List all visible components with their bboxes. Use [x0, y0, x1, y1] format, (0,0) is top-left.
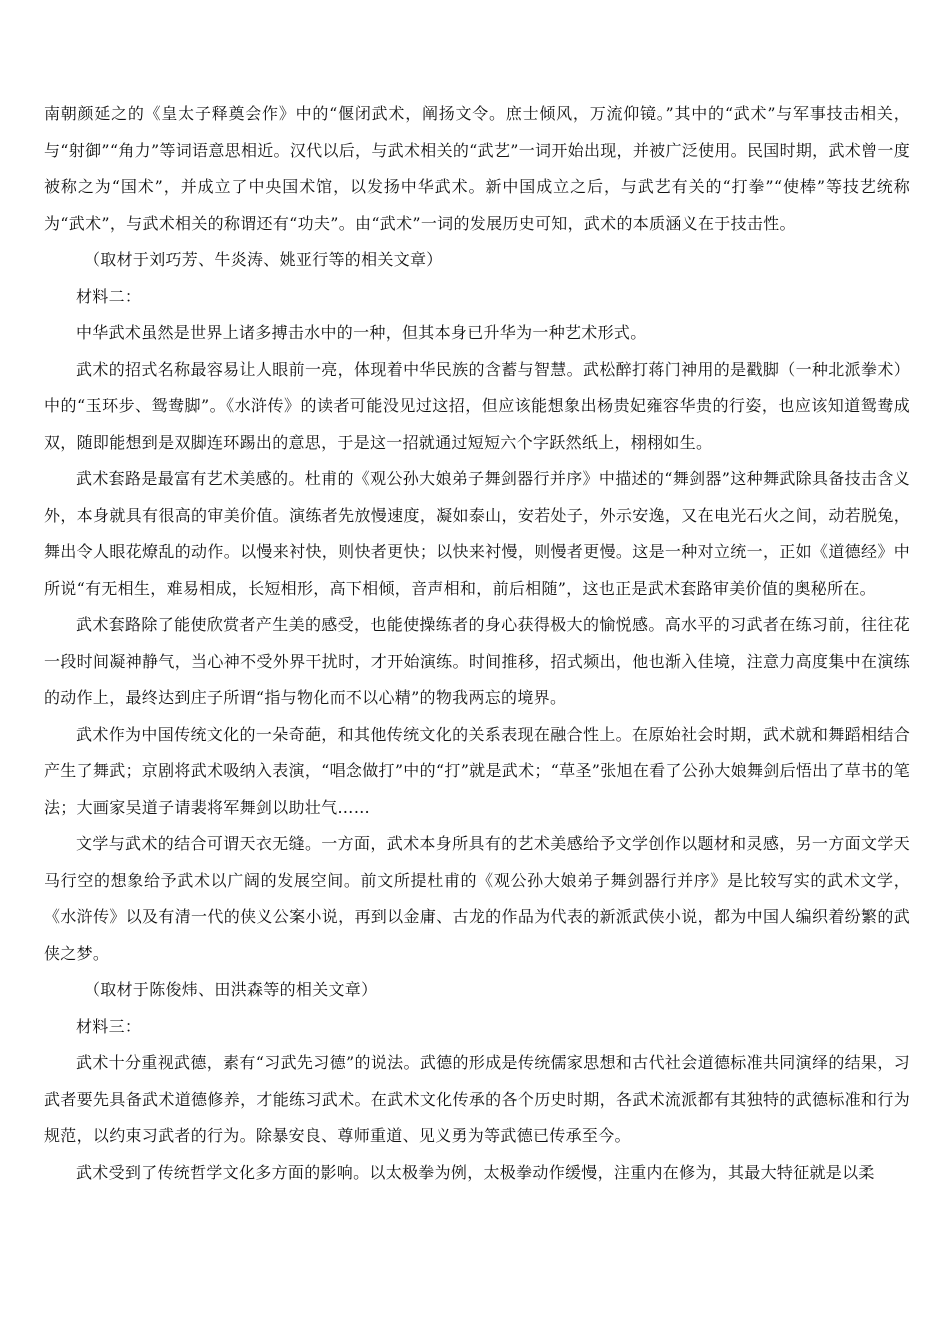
- material-three-label: 材料三：: [76, 1016, 142, 1036]
- paragraph-material-three-1: 武术十分重视武德，素有“习武先习德”的说法。武德的形成是传统儒家思想和古代社会道德标准共同演绎的结果，习武者要先具备武术道德修养，才能练习武术。在武术文化传承的各个历史时期，各武术流派都有其独特的武德标准和行为规范，以约束习武者的行为。除暴安良、尊师重道、见义勇为等武德已传承至今。: [44, 1053, 910, 1145]
- paragraph-material-two-2: 武术的招式名称最容易让人眼前一亮，体现着中华民族的含蓄与智慧。武松醉打蒋门神用的是戳脚（一种北派拳术）中的“玉环步、鸳鸯脚”。《水浒传》的读者可能没见过这招，但应该能想象出杨贵妃雍容华贵的行姿，也应该知道鸳鸯成双，随即能想到是双脚连环踢出的意思，于是这一招就通过短短六个字跃然纸上，栩栩如生。: [44, 359, 910, 452]
- paragraph-material-two-3: 武术套路是最富有艺术美感的。杜甫的《观公孙大娘弟子舞剑器行并序》中描述的“舞剑器”这种舞武除具备技击含义外，本身就具有很高的审美价值。演练者先放慢速度，凝如泰山，安若处子，外示安逸，又在电光石火之间，动若脱兔，舞出令人眼花燎乱的动作。以慢来衬快，则快者更快；以快来衬慢，则慢者更慢。这是一种对立统一，正如《道德经》中所说“有无相生，难易相成，长短相形，高下相倾，音声相和，前后相随”，这也正是武术套路审美价值的奥秘所在。: [44, 469, 910, 598]
- paragraph-material-two-5: 武术作为中国传统文化的一朵奇葩，和其他传统文化的关系表现在融合性上。在原始社会时期，武术就和舞蹈相结合产生了舞武；京剧将武术吸纳入表演，“唱念做打”中的“打”就是武术；“草圣”张旭在看了公孙大娘舞剑后悟出了草书的笔法；大画家吴道子请裴将军舞剑以助壮气……: [44, 724, 910, 817]
- document-page: [44, 96, 910, 1191]
- paragraph-material-one-continued: 南朝颜延之的《皇太子释奠会作》中的“偃闭武术，阐扬文令。庶士倾风，万流仰镜。”其中的“武术”与军事技击相关，与“射御”“角力”等词语意思相近。汉代以后，与武术相关的“武艺”一词开始出现，并被广泛使用。民国时期，武术曾一度被称之为“国术”，并成立了中央国术馆，以发扬中华武术。新中国成立之后，与武艺有关的“打拳”“使棒”等技艺统称为“武术”，与武术相关的称谓还有“功夫”。由“武术”一词的发展历史可知，武术的本质涵义在于技击性。: [44, 104, 910, 233]
- paragraph-material-two-6: 文学与武术的结合可谓天衣无缝。一方面，武术本身所具有的艺术美感给予文学创作以题材和灵感，另一方面文学天马行空的想象给予武术以广阔的发展空间。前文所提杜甫的《观公孙大娘弟子舞剑器行并序》是比较写实的武术文学，《水浒传》以及有清一代的侠义公案小说，再到以金庸、古龙的作品为代表的新派武侠小说，都为中国人编织着纷繁的武侠之梦。: [44, 834, 910, 963]
- material-two-label: 材料二：: [76, 286, 142, 306]
- paragraph-material-three-2: 武术受到了传统哲学文化多方面的影响。以太极拳为例，太极拳动作缓慢，注重内在修为，其最大特征就是以柔: [76, 1162, 875, 1182]
- paragraph-material-two-1: 中华武术虽然是世界上诸多搏击水中的一种，但其本身已升华为一种艺术形式。: [76, 323, 647, 342]
- source-note-one: （取材于刘巧芳、牛炎涛、姚亚行等的相关文章）: [84, 250, 443, 269]
- source-note-two: （取材于陈俊炜、田洪森等的相关文章）: [84, 980, 378, 999]
- paragraph-material-two-4: 武术套路除了能使欣赏者产生美的感受，也能使操练者的身心获得极大的愉悦感。高水平的习武者在练习前，往往花一段时间凝神静气，当心神不受外界干扰时，才开始演练。时间推移，招式频出，他也渐入佳境，注意力高度集中在演练的动作上，最终达到庄子所谓“指与物化而不以心精”的物我两忘的境界。: [44, 615, 910, 707]
